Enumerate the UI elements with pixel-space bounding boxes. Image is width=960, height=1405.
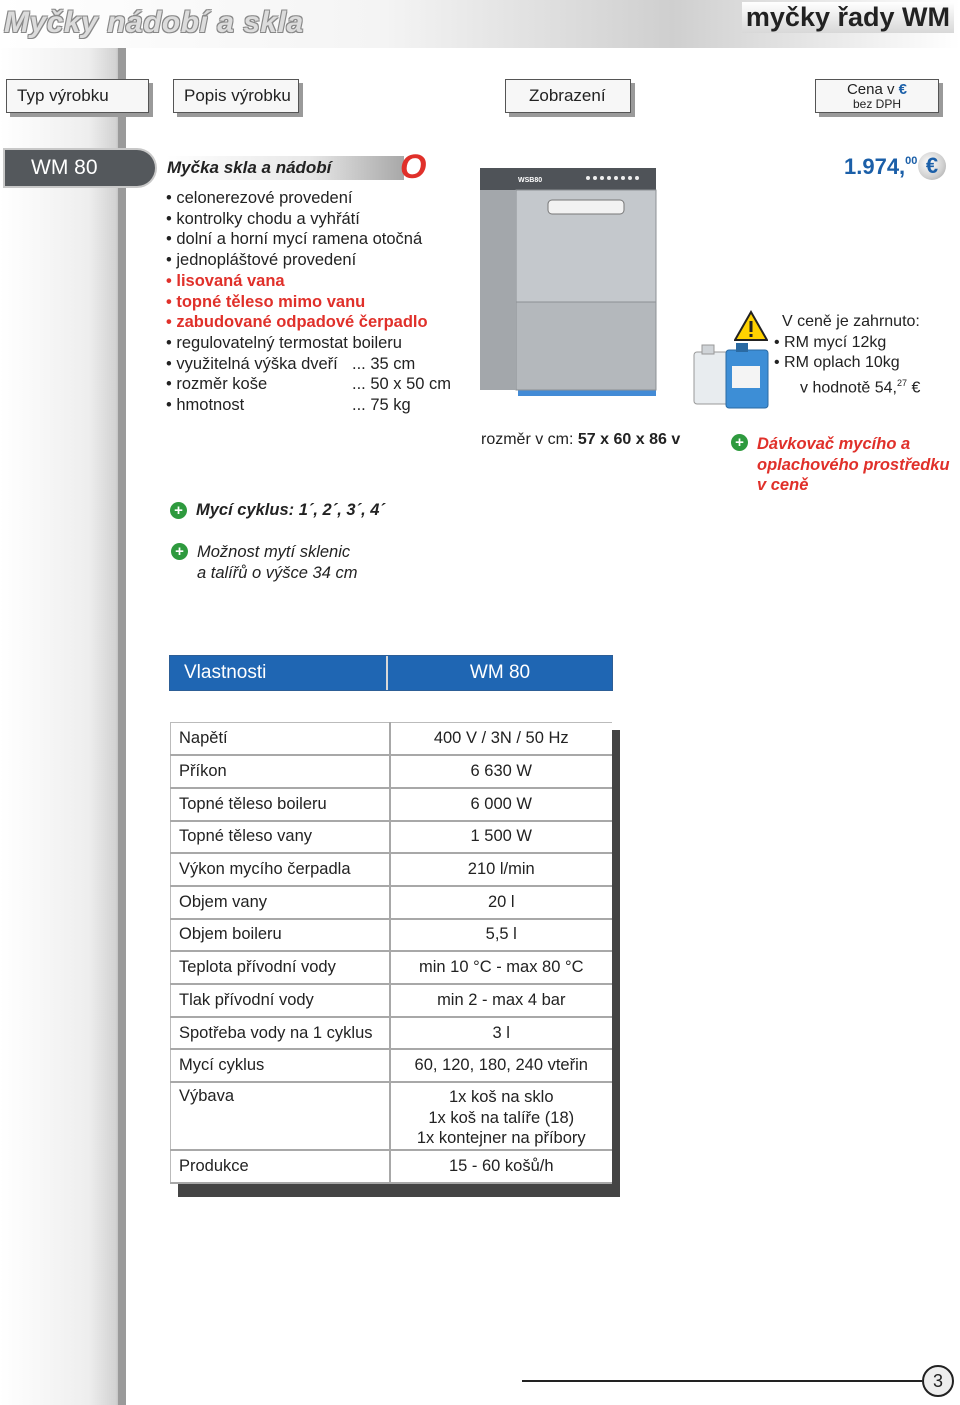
equipment-item: 1x koš na talíře (18) — [428, 1108, 575, 1127]
column-display-label: Zobrazení — [529, 86, 606, 105]
price-main: 1.974, — [844, 154, 906, 179]
spec-key: Tlak přívodní vody — [171, 984, 390, 1017]
column-price-line2: bez DPH — [852, 96, 902, 111]
feature-value: ... 35 cm — [352, 354, 416, 373]
dimensions — [481, 431, 680, 449]
feature-item: • dolní a horní mycí ramena otočná — [166, 230, 423, 249]
left-decor-edge — [118, 48, 126, 1405]
feature-value-item — [166, 354, 428, 375]
dishwasher-image — [478, 166, 658, 396]
dispenser-line: Dávkovač mycího a — [757, 435, 911, 453]
column-display — [505, 79, 631, 113]
table-row — [171, 723, 613, 756]
euro-icon: € — [918, 152, 946, 180]
table-row — [171, 984, 613, 1017]
column-description-label: Popis výrobku — [184, 86, 291, 105]
included-item: • RM oplach 10kg — [774, 354, 900, 371]
model-label: WM 80 — [31, 156, 98, 179]
spec-key: Výkon mycího čerpadla — [171, 853, 390, 886]
spec-key: Topné těleso boileru — [171, 788, 390, 821]
spec-key: Příkon — [171, 755, 390, 788]
spec-key: Spotřeba vody na 1 cyklus — [171, 1017, 390, 1050]
dimensions-label: rozměr v cm: — [481, 431, 574, 448]
table-row — [171, 821, 613, 854]
cycle-note: Mycí cyklus: 1´, 2´, 3´, 4´ — [196, 501, 385, 519]
table-row — [171, 1082, 613, 1150]
glass-note-line: Možnost mytí sklenic — [197, 543, 351, 561]
spec-value: min 2 - max 4 bar — [390, 984, 613, 1017]
column-price-text: Cena v — [846, 80, 895, 98]
series-title: myčky řady WM — [742, 2, 954, 33]
spec-header — [170, 656, 612, 690]
dispenser-line: oplachového prostředku — [757, 455, 950, 474]
table-row — [171, 1049, 613, 1082]
feature-item: • kontrolky chodu a vyhřátí — [166, 209, 360, 228]
spec-key: Objem boileru — [171, 919, 390, 952]
feature-item-highlight: • topné těleso mimo vanu — [166, 292, 366, 311]
model-tab — [5, 150, 155, 186]
table-row — [171, 886, 613, 919]
spec-header-label: Vlastnosti — [170, 656, 388, 690]
included-value-cents: 27 — [896, 378, 907, 388]
included-item: • RM mycí 12kg — [774, 333, 887, 351]
included-value — [800, 378, 920, 397]
spec-value: 5,5 l — [390, 919, 613, 952]
table-row — [171, 788, 613, 821]
feature-value-item — [166, 374, 452, 395]
included-box — [774, 312, 920, 374]
detergent-canisters-image — [692, 342, 772, 410]
feature-label: • rozměr koše — [166, 375, 268, 394]
feature-value-item — [166, 395, 428, 416]
spec-value: min 10 °C - max 80 °C — [390, 951, 613, 984]
spec-key: Výbava — [171, 1082, 390, 1150]
table-row — [171, 951, 613, 984]
table-row — [171, 1017, 613, 1050]
footer-line — [522, 1380, 922, 1382]
spec-key: Teplota přívodní vody — [171, 951, 390, 984]
feature-label: • využitelná výška dveří — [166, 354, 338, 373]
included-title: V ceně je zahrnuto: — [782, 313, 920, 330]
feature-list — [166, 188, 452, 416]
machine-brand-label: WSB80 — [518, 177, 543, 184]
spec-value: 210 l/min — [390, 853, 613, 886]
dispenser-note — [757, 434, 950, 496]
left-decor-bar — [0, 48, 126, 1405]
feature-item: • regulovatelný termostat boileru — [166, 333, 402, 352]
table-row — [171, 919, 613, 952]
spec-key: Topné těleso vany — [171, 821, 390, 854]
spec-key: Objem vany — [171, 886, 390, 919]
dimensions-value: 57 x 60 x 86 v — [577, 431, 681, 448]
spec-header-model: WM 80 — [388, 656, 612, 690]
column-type-label: Typ výrobku — [17, 86, 109, 105]
page-title: Myčky nádobí a skla — [4, 6, 304, 39]
spec-table-body — [171, 723, 613, 1183]
column-type — [6, 79, 149, 113]
column-price — [815, 79, 939, 113]
spec-key: Produkce — [171, 1150, 390, 1183]
feature-value: ... 75 kg — [352, 396, 411, 415]
table-row — [171, 1150, 613, 1183]
spec-key: Napětí — [171, 723, 390, 756]
column-description — [173, 79, 299, 113]
plus-icon: + — [171, 543, 188, 560]
column-price-line1 — [847, 82, 907, 97]
glass-note-line: a talířů o výšce 34 cm — [197, 563, 358, 582]
product-name: Myčka skla a nádobí — [167, 158, 332, 177]
spec-value: 15 - 60 košů/h — [390, 1150, 613, 1183]
category-mark: O — [400, 148, 427, 186]
price-cents: 00 — [905, 154, 918, 167]
feature-item: • celonerezové provedení — [166, 189, 353, 207]
feature-label: • hmotnost — [166, 396, 245, 415]
euro-symbol: € — [898, 80, 908, 98]
spec-value: 6 630 W — [390, 755, 613, 788]
feature-item-highlight: • zabudované odpadové čerpadlo — [166, 313, 428, 332]
spec-key: Mycí cyklus — [171, 1049, 390, 1082]
plus-icon: + — [731, 434, 748, 451]
feature-value: ... 50 x 50 cm — [352, 375, 452, 394]
spec-table — [170, 722, 612, 1184]
dispenser-line: v ceně — [757, 476, 809, 494]
equipment-item: 1x koš na sklo — [448, 1088, 554, 1107]
table-row — [171, 853, 613, 886]
spec-value: 20 l — [390, 886, 613, 919]
price — [844, 154, 917, 180]
page-number: 3 — [922, 1365, 954, 1397]
included-value-main: v hodnotě 54, — [800, 379, 897, 397]
plus-icon: + — [170, 502, 187, 519]
equipment-item: 1x kontejner na příbory — [416, 1129, 586, 1148]
warning-icon — [734, 310, 768, 342]
feature-item: • jednopláštové provedení — [166, 251, 357, 270]
spec-value-list — [390, 1082, 613, 1150]
glass-note — [197, 542, 357, 583]
spec-value: 6 000 W — [390, 788, 613, 821]
table-row — [171, 755, 613, 788]
spec-value: 1 500 W — [390, 821, 613, 854]
included-value-currency: € — [911, 379, 921, 397]
feature-item-highlight: • lisovaná vana — [166, 271, 285, 290]
spec-value: 60, 120, 180, 240 vteřin — [390, 1049, 613, 1082]
spec-value: 3 l — [390, 1017, 613, 1050]
spec-value: 400 V / 3N / 50 Hz — [390, 723, 613, 756]
